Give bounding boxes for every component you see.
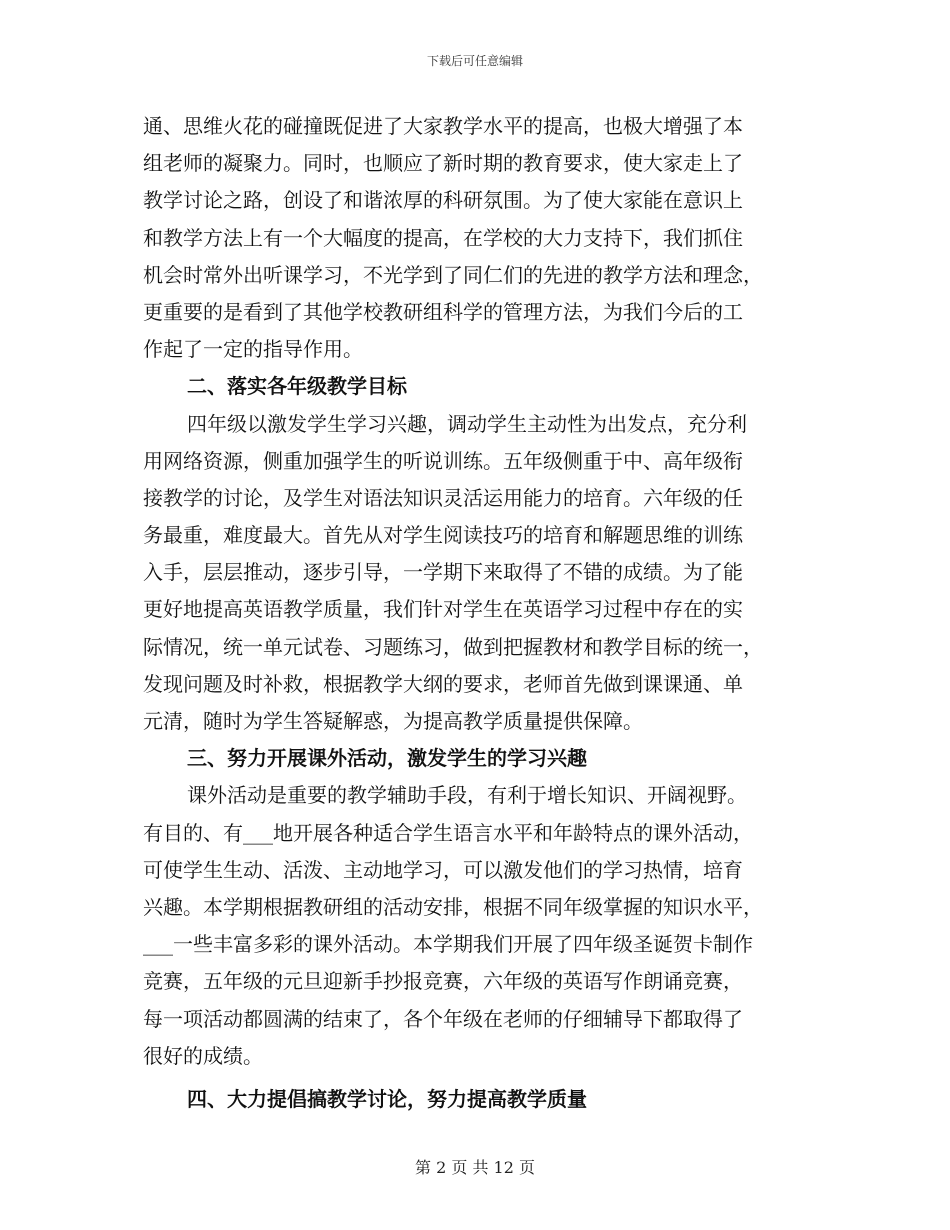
text-line: 通、思维火花的碰撞既促进了大家教学水平的提高，也极大增强了本	[143, 114, 743, 138]
text-line: 更好地提高英语教学质量，我们针对学生在英语学习过程中存在的实	[143, 597, 743, 622]
text-line: 用网络资源，侧重加强学生的听说训练。五年级侧重于中、高年级衔	[143, 448, 743, 473]
text-line: 机会时常外出听课学习，不光学到了同仁们的先进的教学方法和理念，	[143, 262, 763, 287]
text-line: ___一些丰富多彩的课外活动。本学期我们开展了四年级圣诞贺卡制作	[143, 932, 753, 957]
text-line: 元清，随时为学生答疑解惑，为提高教学质量提供保障。	[143, 709, 643, 733]
paragraph-2	[143, 406, 808, 741]
text-line: 际情况，统一单元试卷、习题练习，做到把握教材和教学目标的统一，	[143, 634, 763, 659]
text-line: 发现问题及时补救，根据教学大纲的要求，老师首先做到课课通、单	[143, 671, 743, 696]
page-footer: 第 2 页 共 12 页	[415, 1158, 535, 1177]
text-line: 和教学方法上有一个大幅度的提高，在学校的大力支持下，我们抓住	[143, 225, 743, 250]
paragraph-1	[143, 108, 808, 368]
text-line: 更重要的是看到了其他学校教研组科学的管理方法，为我们今后的工	[143, 299, 743, 324]
section-heading-2: 二、落实各年级教学目标	[187, 374, 407, 399]
text-line: 组老师的凝聚力。同时，也顺应了新时期的教育要求，使大家走上了	[143, 151, 743, 176]
text-line: 竞赛，五年级的元旦迎新手抄报竞赛，六年级的英语写作朗诵竞赛，	[143, 969, 743, 994]
text-line: 作起了一定的指导作用。	[143, 337, 363, 362]
paragraph-3	[143, 777, 808, 1075]
text-line: 兴趣。本学期根据教研组的活动安排，根据不同年级掌握的知识水平，	[143, 894, 763, 919]
text-line: 务最重，难度最大。首先从对学生阅读技巧的培育和解题思维的训练	[143, 523, 743, 548]
text-line: 四年级以激发学生学习兴趣，调动学生主动性为出发点，充分利	[187, 411, 747, 436]
text-line: 可使学生生动、活泼、主动地学习，可以激发他们的学习热情，培育	[143, 857, 743, 882]
text-line: 入手，层层推动，逐步引导，一学期下来取得了不错的成绩。为了能	[143, 560, 743, 585]
text-line: 有目的、有___地开展各种适合学生语言水平和年龄特点的课外活动，	[143, 820, 753, 845]
text-line: 教学讨论之路，创设了和谐浓厚的科研氛围。为了使大家能在意识上	[143, 188, 743, 213]
section-heading-4: 四、大力提倡搞教学讨论，努力提高教学质量	[187, 1086, 587, 1111]
text-line: 课外活动是重要的教学辅助手段，有利于增长知识、开阔视野。	[187, 783, 747, 808]
text-line: 很好的成绩。	[143, 1043, 263, 1068]
text-line: 接教学的讨论，及学生对语法知识灵活运用能力的培育。六年级的任	[143, 485, 743, 510]
section-heading-3: 三、努力开展课外活动，激发学生的学习兴趣	[187, 746, 587, 771]
page-header: 下载后可任意编辑	[426, 54, 523, 68]
document-body	[143, 108, 808, 1118]
text-line: 每一项活动都圆满的结束了，各个年级在老师的仔细辅导下都取得了	[143, 1006, 743, 1031]
